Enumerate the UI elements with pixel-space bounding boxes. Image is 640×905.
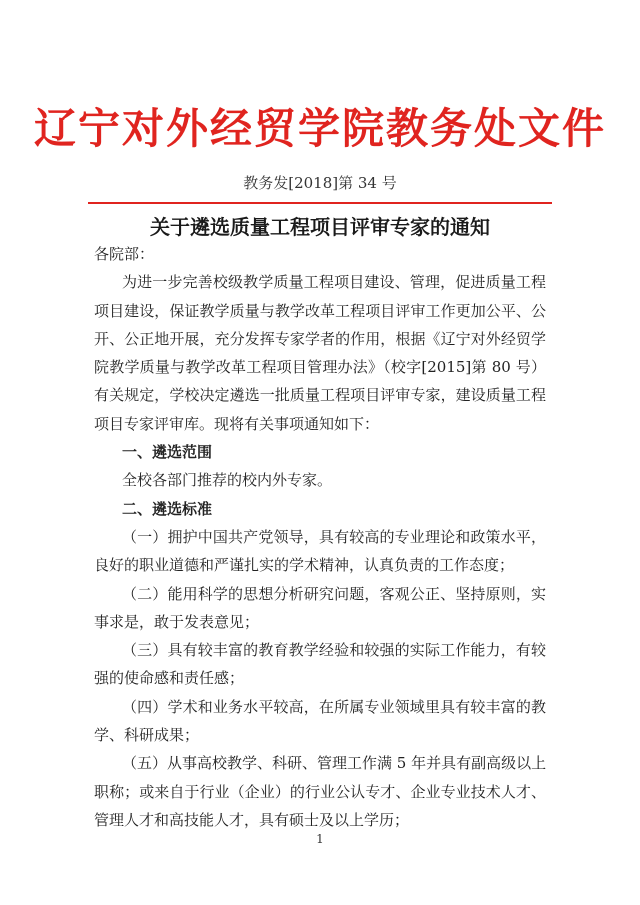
- intro-line: 有关规定，学校决定遴选一批质量工程项目评审专家，建设质量工程: [94, 386, 546, 405]
- criteria-item-line: （三）具有较丰富的教育教学经验和较强的实际工作能力，有较: [122, 641, 546, 660]
- criteria-item-line: 学、科研成果；: [94, 726, 200, 745]
- section-heading-scope: 一、遴选范围: [122, 443, 213, 462]
- criteria-item-line: 管理人才和高技能人才，具有硕士及以上学历；: [94, 810, 410, 829]
- salutation: 各院部：: [94, 245, 155, 263]
- page-number: 1: [316, 832, 324, 846]
- criteria-item-line: 职称；或来自于行业（企业）的行业公认专才、企业专业技术人才、: [94, 782, 546, 801]
- criteria-item-line: （一）拥护中国共产党领导，具有较高的专业理论和政策水平，: [122, 527, 546, 546]
- intro-line: 为进一步完善校级教学质量工程项目建设、管理，促进质量工程: [122, 273, 546, 292]
- notice-title: 关于遴选质量工程项目评审专家的通知: [150, 215, 490, 239]
- criteria-item-line: 强的使命感和责任感；: [94, 669, 245, 688]
- intro-line: 开、公正地开展，充分发挥专家学者的作用，根据《辽宁对外经贸学: [94, 329, 546, 348]
- criteria-item-line: 事求是，敢于发表意见；: [94, 612, 260, 631]
- criteria-item-line: （二）能用科学的思想分析研究问题，客观公正、坚持原则，实: [122, 584, 546, 603]
- red-divider-rule: [88, 202, 552, 204]
- intro-line: 院教学质量与教学改革工程项目管理办法》（校字[2015]第 80 号）: [94, 358, 546, 377]
- intro-line: 项目建设，保证教学质量与教学改革工程项目评审工作更加公平、公: [94, 301, 546, 320]
- criteria-item-line: （五）从事高校教学、科研、管理工作满 5 年并具有副高级以上: [122, 754, 546, 773]
- section-text-scope: 全校各部门推荐的校内外专家。: [122, 471, 333, 490]
- document-number: 教务发[2018]第 34 号: [243, 174, 397, 192]
- section-heading-criteria: 二、遴选标准: [122, 499, 213, 518]
- document-header-title: 辽宁对外经贸学院教务处文件: [33, 104, 606, 153]
- criteria-item-line: 良好的职业道德和严谨扎实的学术精神，认真负责的工作态度；: [94, 556, 515, 575]
- intro-line: 项目专家评审库。现将有关事项通知如下：: [94, 414, 380, 433]
- criteria-item-line: （四）学术和业务水平较高，在所属专业领域里具有较丰富的教: [122, 697, 546, 716]
- notice-body: [94, 240, 546, 834]
